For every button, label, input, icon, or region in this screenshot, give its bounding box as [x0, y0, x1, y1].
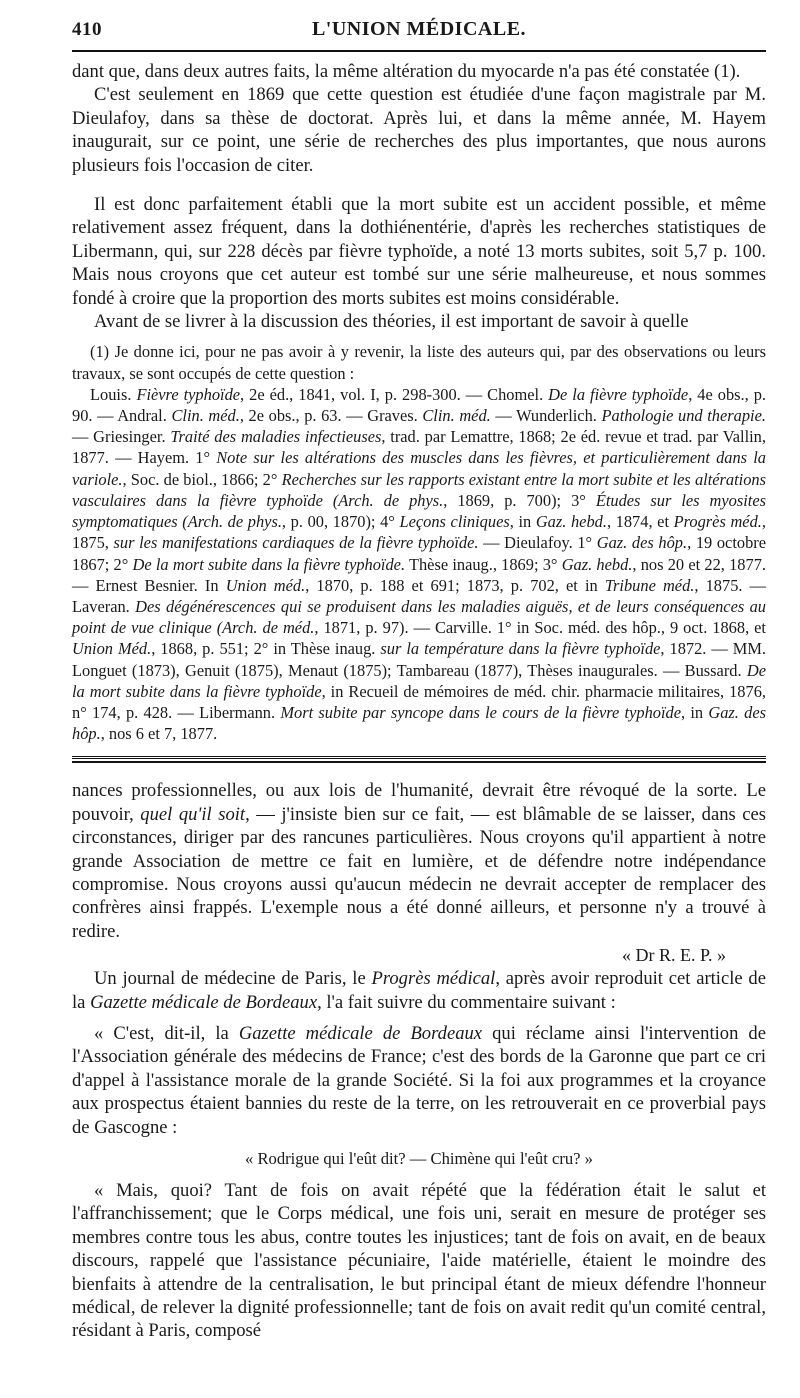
section-gap: [72, 177, 766, 193]
paragraph: Il est donc parfaitement établi que la mort subite est un accident possible, et même relativement assez fréquent, dans la dothiénentérie, d'après les recherches statistiques de Libermann, qui, sur 228 décès par fièvre typhoïde, a noté 13 morts subites, soit 5,7 p. 100. Mais nous croyons que cet auteur est tombé sur une série malheureuse, et nous sommes fondé à croire que la proportion des morts subites est moins considérable.: [72, 194, 766, 309]
paragraph: C'est seulement en 1869 que cette question est étudiée d'une façon magistrale par M. Dieulafoy, dans sa thèse de doctorat. Après lui, et dans la même année, M. Hayem inaugurait, sur ce point, une série de recherches des plus importantes, que nous aurons plusieurs fois l'occasion de citer.: [72, 84, 766, 176]
paragraph: Avant de se livrer à la discussion des théories, il est important de savoir à quelle: [94, 311, 689, 333]
running-title: L'UNION MÉDICALE.: [311, 18, 527, 40]
page-number: 410: [72, 19, 102, 40]
footnote-intro: (1) Je donne ici, pour ne pas avoir à y revenir, la liste des auteurs qui, par des observations ou leurs travaux, se sont occupés de cette question :: [72, 342, 766, 383]
page-header: [72, 18, 766, 48]
section-divider: [72, 756, 766, 763]
paragraph: dant que, dans deux autres faits, la même altération du myocarde n'a pas été constatée (1).: [72, 61, 741, 82]
footnote-gap: [72, 333, 766, 341]
paragraph: « Mais, quoi? Tant de fois on avait répété que la fédération était le salut et l'affranchissement; que le Corps médical, une fois uni, serait en mesure de protéger ses membres contre tous les abus, contre toutes les injustices; tant de fois on avait, en de beaux discours, rappelé que l'assistance pécuniaire, l'aide matérielle, étaient le moindre des bienfaits à attendre de la centralisation, le but principal étant de mieux défendre l'honneur médical, de relever la dignité professionnelle; tant de fois on avait redit qu'un comité central, résidant à Paris, composé: [72, 1180, 766, 1342]
bottom-section: [72, 779, 766, 1343]
paragraph-gap: [72, 1014, 766, 1022]
header-rule: [72, 50, 766, 52]
paragraph: Un journal de médecine de Paris, le Progrès médical, après avoir reproduit cet article de la Gazette médicale de Bordeaux, l'a fait suivre du commentaire suivant :: [72, 968, 766, 1013]
quoted-verse: « Rodrigue qui l'eût dit? — Chimène qui l'eût cru? »: [245, 1149, 593, 1169]
footnote: [72, 341, 766, 744]
signature: « Dr R. E. P. »: [621, 945, 726, 966]
paragraph: nances professionnelles, ou aux lois de l'humanité, devrait être révoqué de la sorte. Le pouvoir, quel qu'il soit, — j'insiste bien sur ce fait, — est blâmable de se laisser, dans ces circonstances, diriger par des rancunes particulières. Nous croyons qu'il appartient à notre grande Association de mettre ce fait en lumière, et de défendre notre indépendance compromise. Nous croyons aussi qu'aucun médecin ne devrait accepter de remplacer des confrères ainsi frappés. L'exemple nous a été donné ailleurs, et personne n'y a trouvé à redire.: [72, 780, 767, 942]
footnote-references: Louis. Fièvre typhoïde, 2e éd., 1841, vol. I, p. 298-300. — Chomel. De la fièvre typhoïde, 4e obs., p. 90. — Andral. Clin. méd., 2e obs., p. 63. — Graves. Clin. méd. — Wunderlich. Pathologie und therapie. — Griesinger. Traité des maladies infectieuses, trad. par Lemattre, 1868; 2e éd. revue et trad. par Vallin, 1877. — Hayem. 1° Note sur les altérations des muscles dans les fièvres, et particulièrement dans la variole., Soc. de biol., 1866; 2° Recherches sur les rapports existant entre la mort subite et les altérations vasculaires dans la fièvre typhoïde (Arch. de phys., 1869, p. 700); 3° Études sur les myosites symptomatiques (Arch. de phys., p. 00, 1870); 4° Leçons cliniques, in Gaz. hebd., 1874, et Progrès méd., 1875, sur les manifestations cardiaques de la fièvre typhoïde. — Dieulafoy. 1° Gaz. des hôp., 19 octobre 1867; 2° De la mort subite dans la fièvre typhoïde. Thèse inaug., 1869; 3° Gaz. hebd., nos 20 et 22, 1877. — Ernest Besnier. In Union méd., 1870, p. 188 et 691; 1873, p. 702, et in Tribune méd., 1875. — Laveran. Des dégénérescences qui se produisent dans les maladies aiguës, et de leurs conséquences au point de vue clinique (Arch. de méd., 1871, p. 97). — Carville. 1° in Soc. méd. des hôp., 9 oct. 1868, et Union Méd., 1868, p. 551; 2° in Thèse inaug. sur la température dans la fièvre typhoïde, 1872. — MM. Longuet (1873), Genuit (1875), Menaut (1875); Tambareau (1877), Thèses inaugurales. — Bussard. De la mort subite dans la fièvre typhoïde, in Recueil de mémoires de méd. chir. pharmacie militaires, 1876, n° 174, p. 428. — Libermann. Mort subite par syncope dans le cours de la fièvre typhoïde, in Gaz. des hôp., nos 6 et 7, 1877.: [72, 384, 767, 744]
top-section: [72, 60, 766, 333]
paragraph: « C'est, dit-il, la Gazette médicale de Bordeaux qui réclame ainsi l'intervention de l'Association générale des médecins de France; c'est des bords de la Garonne que part ce cri d'appel à l'assistance morale de la grande Société. Si la foi aux programmes et la croyance aux prospectus étaient bannies du reste de la terre, on les retrouverait en ce proverbial pays de Gascogne :: [72, 1022, 766, 1138]
